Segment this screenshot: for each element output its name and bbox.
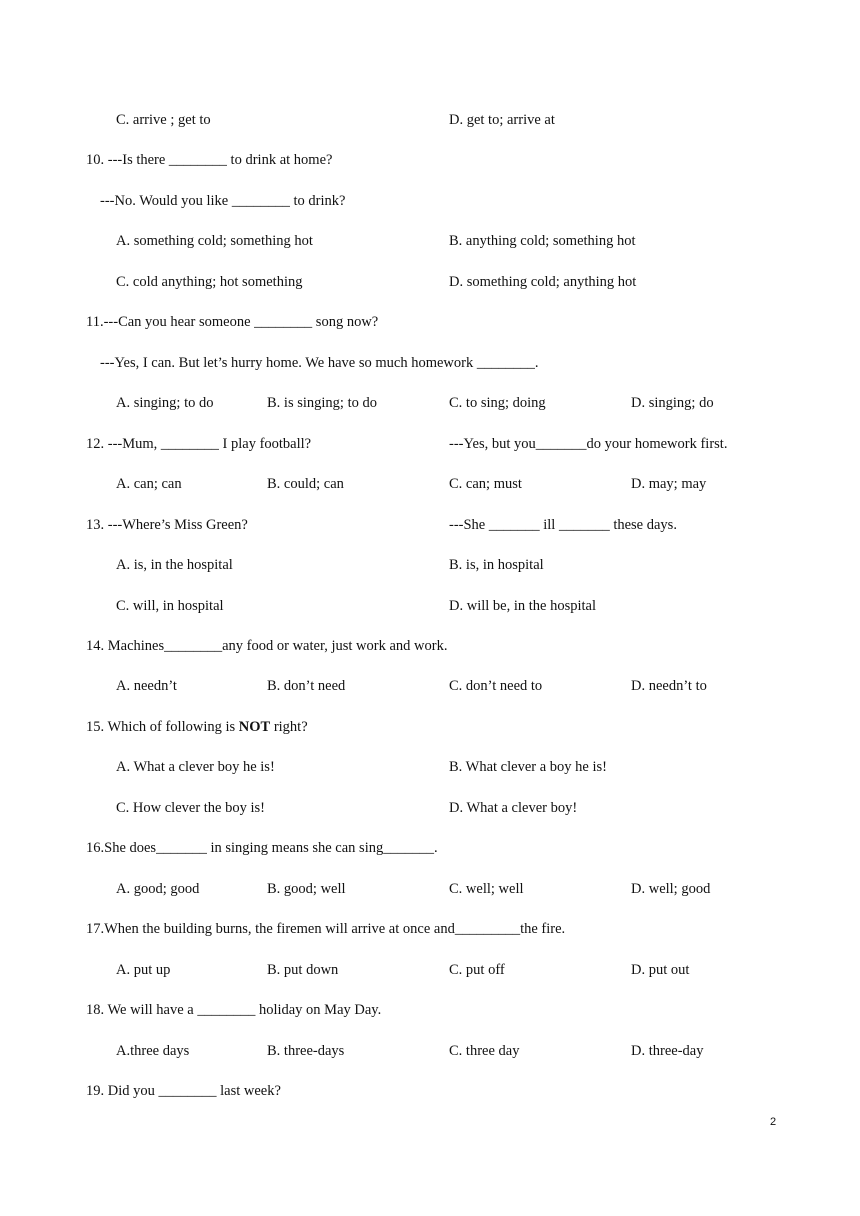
question-text <box>100 192 345 210</box>
text-run: C. well; well <box>449 881 524 897</box>
question-text <box>86 151 332 169</box>
text-run: 18. We will have a ________ holiday on May Day. <box>86 1002 382 1018</box>
question-text <box>86 920 565 938</box>
option-text <box>449 232 635 250</box>
text-run: C. How clever the boy is! <box>116 800 265 816</box>
option-text <box>449 435 727 453</box>
question-text <box>86 839 438 857</box>
text-run: 11.---Can you hear someone ________ song now? <box>86 314 379 330</box>
text-run: B. could; can <box>267 476 344 492</box>
option-text <box>449 880 524 898</box>
option-text <box>631 475 706 493</box>
option-text <box>267 394 377 412</box>
question-text <box>116 394 213 412</box>
text-run: C. put off <box>449 962 505 978</box>
text-run: D. may; may <box>631 476 707 492</box>
text-run: ---No. Would you like ________ to drink? <box>100 193 346 209</box>
option-text <box>449 556 544 574</box>
option-text <box>449 597 596 615</box>
text-run: 14. Machines________any food or water, just work and work. <box>86 638 448 654</box>
text-run: A. something cold; something hot <box>116 233 313 249</box>
question-text <box>116 677 177 695</box>
question-text <box>86 637 447 655</box>
text-run: B. don’t need <box>267 678 346 694</box>
text-run: 16.She does_______ in singing means she can sing_______. <box>86 840 438 856</box>
text-run: C. don’t need to <box>449 678 543 694</box>
text-run: 19. Did you ________ last week? <box>86 1083 281 1099</box>
text-run: 12. ---Mum, ________ I play football? <box>86 436 312 452</box>
text-run: 10. ---Is there ________ to drink at home? <box>86 152 333 168</box>
option-text <box>631 1042 703 1060</box>
question-text <box>116 232 313 250</box>
question-text <box>116 111 211 129</box>
text-run: D. something cold; anything hot <box>449 274 637 290</box>
question-text <box>86 1001 381 1019</box>
question-text <box>116 758 275 776</box>
option-text <box>267 677 345 695</box>
option-text <box>267 961 338 979</box>
text-run: D. singing; do <box>631 395 714 411</box>
question-text <box>116 556 233 574</box>
question-text <box>86 435 311 453</box>
bold-emphasis: NOT <box>238 719 271 735</box>
option-text <box>267 880 346 898</box>
option-text <box>631 394 714 412</box>
text-run: A. is, in the hospital <box>116 557 233 573</box>
text-run: D. three-day <box>631 1043 704 1059</box>
text-run: A. can; can <box>116 476 182 492</box>
text-run: A. needn’t <box>116 678 177 694</box>
text-run: D. well; good <box>631 881 711 897</box>
text-run: C. cold anything; hot something <box>116 274 303 290</box>
text-run: D. needn’t to <box>631 678 707 694</box>
text-run: D. get to; arrive at <box>449 112 555 128</box>
option-text <box>449 1042 519 1060</box>
text-run: B. is singing; to do <box>267 395 377 411</box>
question-text <box>100 354 538 372</box>
question-text <box>116 1042 189 1060</box>
text-run: 15. Which of following is <box>86 719 239 735</box>
text-run: A.three days <box>116 1043 190 1059</box>
question-text <box>116 799 265 817</box>
text-run: B. put down <box>267 962 339 978</box>
option-text <box>449 394 546 412</box>
text-run: A. good; good <box>116 881 200 897</box>
option-text <box>449 516 677 534</box>
text-run: B. three-days <box>267 1043 345 1059</box>
option-text <box>449 961 505 979</box>
text-run: right? <box>270 719 308 735</box>
text-run: C. will, in hospital <box>116 598 224 614</box>
text-run: A. put up <box>116 962 171 978</box>
question-text <box>116 597 224 615</box>
text-run: B. anything cold; something hot <box>449 233 636 249</box>
text-run: B. What clever a boy he is! <box>449 759 607 775</box>
text-run: B. good; well <box>267 881 346 897</box>
question-text <box>86 313 378 331</box>
text-run: C. can; must <box>449 476 522 492</box>
question-text <box>116 880 199 898</box>
text-run: ---Yes, but you_______do your homework first. <box>449 436 728 452</box>
text-run: C. three day <box>449 1043 520 1059</box>
text-run: A. singing; to do <box>116 395 214 411</box>
option-text <box>449 273 636 291</box>
option-text <box>267 1042 344 1060</box>
option-text <box>267 475 344 493</box>
text-run: C. to sing; doing <box>449 395 546 411</box>
text-run: ---She _______ ill _______ these days. <box>449 517 677 533</box>
text-run: 13. ---Where’s Miss Green? <box>86 517 248 533</box>
question-text <box>116 475 182 493</box>
text-run: B. is, in hospital <box>449 557 544 573</box>
option-text <box>449 758 607 776</box>
text-run: D. put out <box>631 962 690 978</box>
question-text <box>86 516 248 534</box>
page-number: 2 <box>770 1116 777 1128</box>
option-text <box>449 111 555 129</box>
option-text <box>631 961 689 979</box>
question-text <box>116 961 170 979</box>
text-run: 17.When the building burns, the firemen will arrive at once and_________the fire. <box>86 921 566 937</box>
text-run: A. What a clever boy he is! <box>116 759 275 775</box>
question-text <box>116 273 302 291</box>
text-run: D. What a clever boy! <box>449 800 578 816</box>
text-run: D. will be, in the hospital <box>449 598 596 614</box>
option-text <box>631 880 710 898</box>
option-text <box>449 677 542 695</box>
option-text <box>449 475 522 493</box>
question-text <box>86 718 308 736</box>
text-run: C. arrive ; get to <box>116 112 211 128</box>
option-text <box>449 799 577 817</box>
question-text <box>86 1082 281 1100</box>
option-text <box>631 677 707 695</box>
text-run: ---Yes, I can. But let’s hurry home. We have so much homework ________. <box>100 355 539 371</box>
